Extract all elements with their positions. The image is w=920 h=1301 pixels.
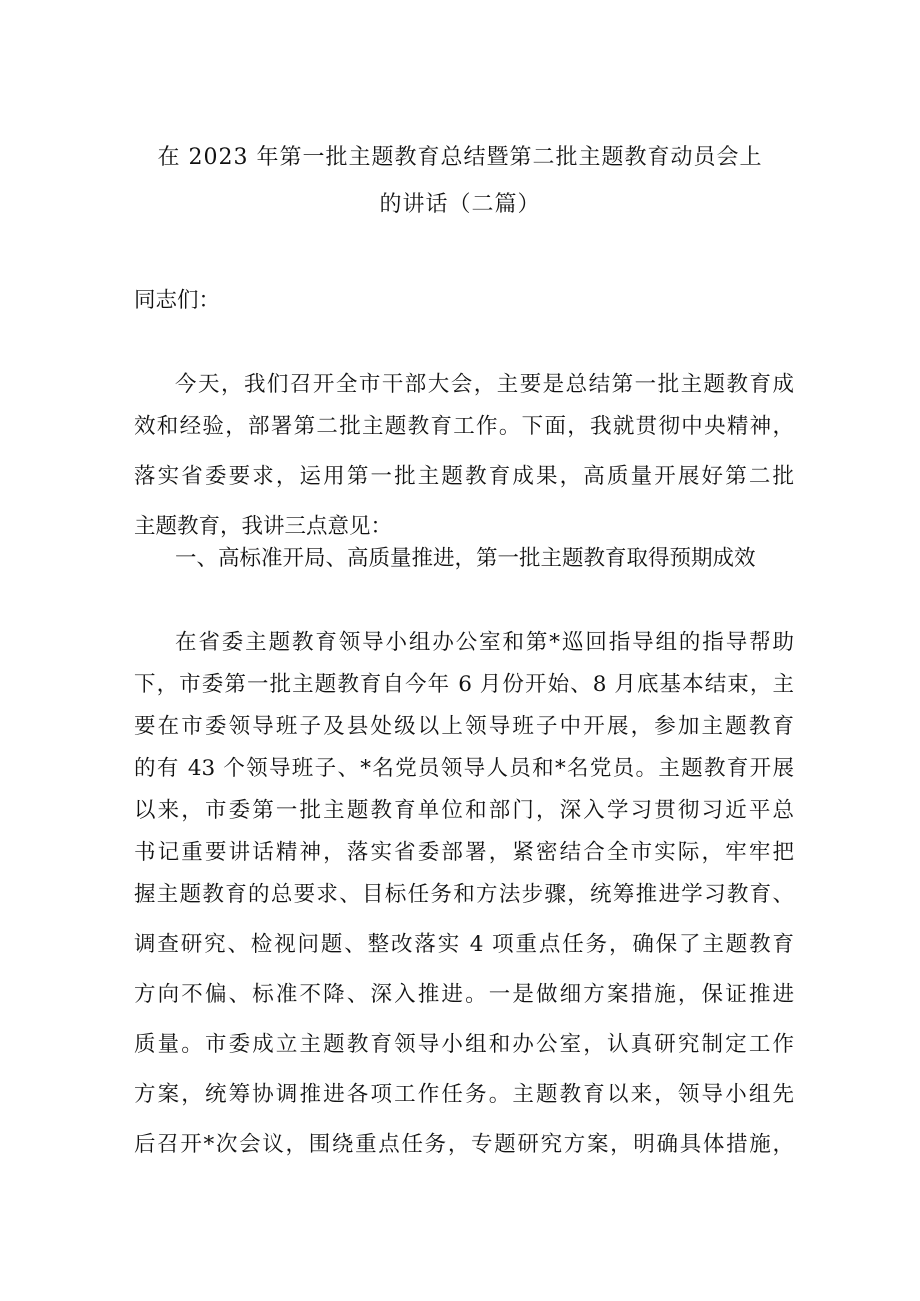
paragraph-line: 主题教育，我讲三点意见：: [134, 514, 393, 539]
paragraph-line: 在省委主题教育领导小组办公室和第*巡回指导组的指导帮助: [175, 630, 794, 655]
paragraph-line: 方向不偏、标准不降、深入推进。一是做细方案措施，保证推进: [134, 982, 794, 1007]
paragraph-line: 以来，市委第一批主题教育单位和部门，深入学习贯彻习近平总: [134, 798, 794, 823]
document-title-line-1: 在 2023 年第一批主题教育总结暨第二批主题教育动员会上: [157, 145, 763, 170]
section-heading: 一、高标准开局、高质量推进，第一批主题教育取得预期成效: [175, 546, 756, 571]
paragraph-line: 效和经验，部署第二批主题教育工作。下面，我就贯彻中央精神，: [134, 414, 794, 439]
salutation: 同志们：: [134, 288, 221, 313]
paragraph-line: 书记重要讲话精神，落实省委部署，紧密结合全市实际，牢牢把: [134, 840, 794, 865]
paragraph-line: 落实省委要求，运用第一批主题教育成果，高质量开展好第二批: [134, 464, 794, 489]
paragraph-line: 要在市委领导班子及县处级以上领导班子中开展，参加主题教育: [134, 714, 794, 739]
paragraph-line: 今天，我们召开全市干部大会，主要是总结第一批主题教育成: [175, 372, 794, 397]
paragraph-line: 方案，统筹协调推进各项工作任务。主题教育以来，领导小组先: [134, 1082, 794, 1107]
paragraph-line: 调查研究、检视问题、整改落实 4 项重点任务，确保了主题教育: [134, 932, 794, 957]
paragraph-line: 握主题教育的总要求、目标任务和方法步骤，统筹推进学习教育、: [134, 882, 794, 907]
paragraph-line: 质量。市委成立主题教育领导小组和办公室，认真研究制定工作: [134, 1032, 794, 1057]
paragraph-line: 后召开*次会议，围绕重点任务，专题研究方案，明确具体措施，: [134, 1132, 794, 1157]
paragraph-line: 的有 43 个领导班子、*名党员领导人员和*名党员。主题教育开展: [134, 756, 794, 781]
document-title-line-2: 的讲话（二篇）: [379, 192, 541, 217]
paragraph-line: 下，市委第一批主题教育自今年 6 月份开始、8 月底基本结束，主: [134, 672, 794, 697]
